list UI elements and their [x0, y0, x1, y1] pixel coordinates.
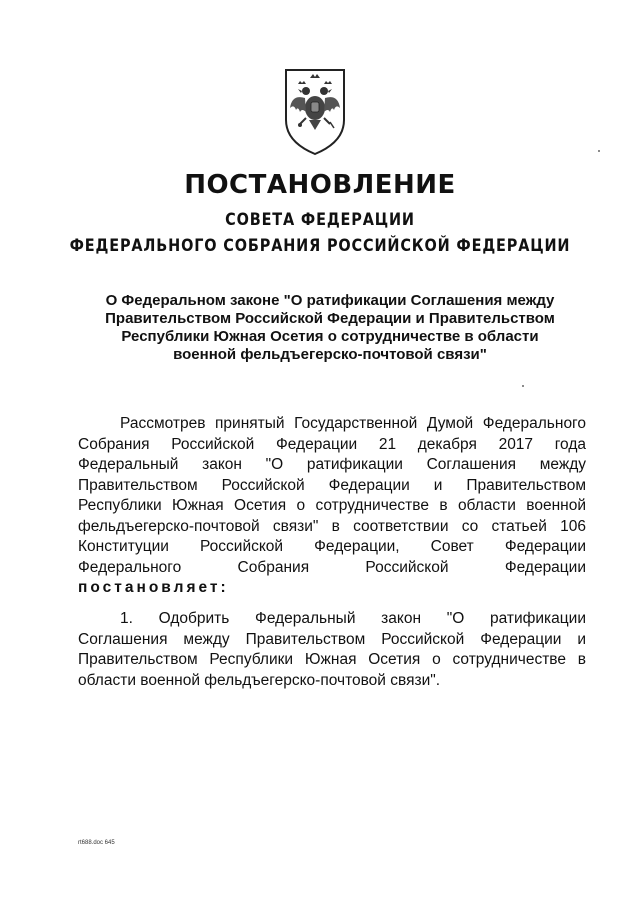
issuer-line-2: ФЕДЕРАЛЬНОГО СОБРАНИЯ РОССИЙСКОЙ ФЕДЕРАЦИИ [69, 236, 571, 256]
file-reference: rt688.doc 645 [78, 840, 115, 846]
subject-line: О Федеральном законе "О ратификации Соглашения между [105, 292, 555, 309]
scan-speck [598, 150, 600, 152]
document-subject [60, 292, 600, 364]
subject-line: военной фельдъегерско-почтовой связи" [173, 346, 487, 363]
body-line: Федеральный закон "О ратификации Соглашения между [78, 456, 586, 473]
body-line: Рассмотрев принятый Государственной Думой Федерального [120, 415, 586, 432]
body-line: Правительством Республики Южная Осетия о сотрудничестве в [78, 651, 586, 668]
subject-line: Республики Южная Осетия о сотрудничестве в области [121, 328, 539, 345]
paragraph-resolution-1 [78, 609, 586, 691]
body-line: Правительством Российской Федерации и Правительством [78, 476, 586, 494]
body-line: фельдъегерско-почтовой связи" в соответствии со статьей 106 [78, 517, 586, 535]
scan-speck [522, 385, 524, 387]
body-line: 1. Одобрить Федеральный закон "О ратификации [120, 610, 586, 627]
document-title: ПОСТАНОВЛЕНИЕ [184, 170, 456, 200]
body-line: Собрания Российской Федерации 21 декабря 2017 года [78, 435, 586, 453]
body-line: области военной фельдъегерско-почтовой связи". [78, 671, 441, 689]
body-line: Соглашения между Правительством Российской Федерации и [78, 630, 586, 648]
subject-line: Правительством Российской Федерации и Правительством [105, 310, 555, 327]
issuer-line-1: СОВЕТА ФЕДЕРАЦИИ [225, 210, 415, 230]
russian-coat-of-arms-icon [280, 64, 350, 156]
body-line: Республики Южная Осетия о сотрудничестве в области военной [78, 497, 586, 514]
resolves-keyword: постановляет: [78, 579, 229, 596]
body-line: Конституции Российской Федерации, Совет Федерации [78, 538, 586, 555]
paragraph-preamble [78, 414, 586, 599]
body-line: Федерального Собрания Российской Федерации [78, 558, 586, 576]
